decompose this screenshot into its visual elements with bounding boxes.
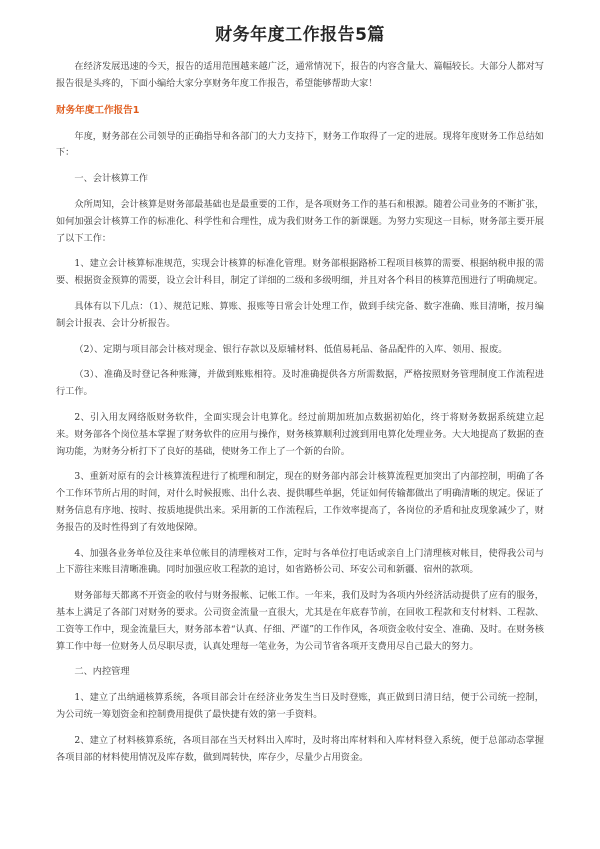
paragraph: 众所周知，会计核算是财务部最基础也是最重要的工作，是各项财务工作的基石和根源。随着公司业务的不断扩张，如何加强会计核算工作的标准化、科学性和合理性，成为我们财务工作的新课题。为努力实现这一目标，财务部主要开展了以下工作： bbox=[56, 198, 544, 244]
paragraph: 2、引入用友网络版财务软件，全面实现会计电算化。经过前期加班加点数据初始化，终于将财务数据系统建立起来。财务部各个岗位基本掌握了财务软件的应用与操作，财务核算顺利过渡到用电算化处理业务。大大地提高了数据的查询功能，为财务分析打下了良好的基础，使财务工作上了一个新的台阶。 bbox=[56, 411, 544, 457]
paragraph: 具体有以下几点：（1）、规范记账、算账、报账等日常会计处理工作，做到手续完备、数字准确、账目清晰，按月编制会计报表、会计分析报告。 bbox=[56, 300, 544, 329]
paragraph: 4、加强各业务单位及往来单位帐目的清理核对工作，定时与各单位打电话或亲自上门清理核对帐目，使得我公司与上下游往来账目清晰准确。同时加强应收工程款的追讨，如省路桥公司、环安公司和新疆、宿州的款项。 bbox=[56, 547, 544, 576]
page-title: 财务年度工作报告5篇 bbox=[215, 25, 385, 45]
report-subtitle: 财务年度工作报告1 bbox=[56, 104, 140, 116]
paragraph: 1、建立了出纳通核算系统，各项目部会计在经济业务发生当日及时登账，真正做到日清日结，便于公司统一控制，为公司统一筹划资金和控制费用提供了最快捷有效的第一手资料。 bbox=[56, 692, 544, 720]
paragraph: 3、重新对原有的会计核算流程进行了梳理和制定，现在的财务部内部会计核算流程更加突出了内部控制，明确了各个工作环节所占用的时间，对什么时候报账、出什么表、提供哪些单据，凭证如何传输都做出了明确清晰的规定。保证了财务信息有序地、按时、按质地提供出来。采用新的工作流程后，工作效率提高了，各岗位的矛盾和扯皮现象减少了，财务报告的及时性得到了有效地保障。 bbox=[56, 471, 544, 533]
paragraph: 2、建立了材料核算系统，各项目部在当天材料出入库时，及时将出库材料和入库材料登入系统，便于总部动态掌握各项目部的材料使用情况及库存数，做到周转快，库存少，尽量少占用资金。 bbox=[56, 734, 544, 763]
section-heading: 二、内控管理 bbox=[74, 666, 130, 678]
paragraph: 年度，财务部在公司领导的正确指导和各部门的大力支持下，财务工作取得了一定的进展。现将年度财务工作总结如下： bbox=[56, 130, 544, 159]
paragraph: （2）、定期与项目部会计核对现金、银行存款以及原辅材料、低值易耗品、备品配件的入库、领用、报废。 bbox=[74, 343, 508, 355]
paragraph: （3）、准确及时登记各种账簿，并做到账账相符。及时准确提供各方所需数据，严格按照财务管理制度工作流程进行工作。 bbox=[56, 369, 544, 398]
intro-paragraph: 在经济发展迅速的今天，报告的适用范围越来越广泛，通常情况下，报告的内容含量大、篇幅较长。大部分人都对写报告很是头疼的，下面小编给大家分享财务年度工作报告，希望能够帮助大家！ bbox=[56, 61, 544, 89]
section-heading: 一、会计核算工作 bbox=[74, 173, 148, 185]
paragraph: 财务部每天都离不开资金的收付与财务报帐、记帐工作。一年来，我们及时为各项内外经济活动提供了应有的服务，基本上满足了各部门对财务的要求。公司资金流量一直很大，尤其是在年底春节前，在回收工程款和支付材料、工程款、工资等工作中，现金流量巨大，财务部本着“认真、仔细、严谨”的工作作风，各项资金收付安全、准确、及时。在财务核算工作中每一位财务人员尽职尽责，认真处理每一笔业务，为公司节省各项开支费用尽自己最大的努力。 bbox=[56, 590, 544, 652]
paragraph: 1、建立会计核算标准规范，实现会计核算的标准化管理。财务部根据路桥工程项目核算的需要、根据纳税申报的需要、根据资金预算的需要，设立会计科目，制定了详细的二级和多级明细，并且对各个科目的核算范围进行了明确规定。 bbox=[56, 258, 544, 287]
